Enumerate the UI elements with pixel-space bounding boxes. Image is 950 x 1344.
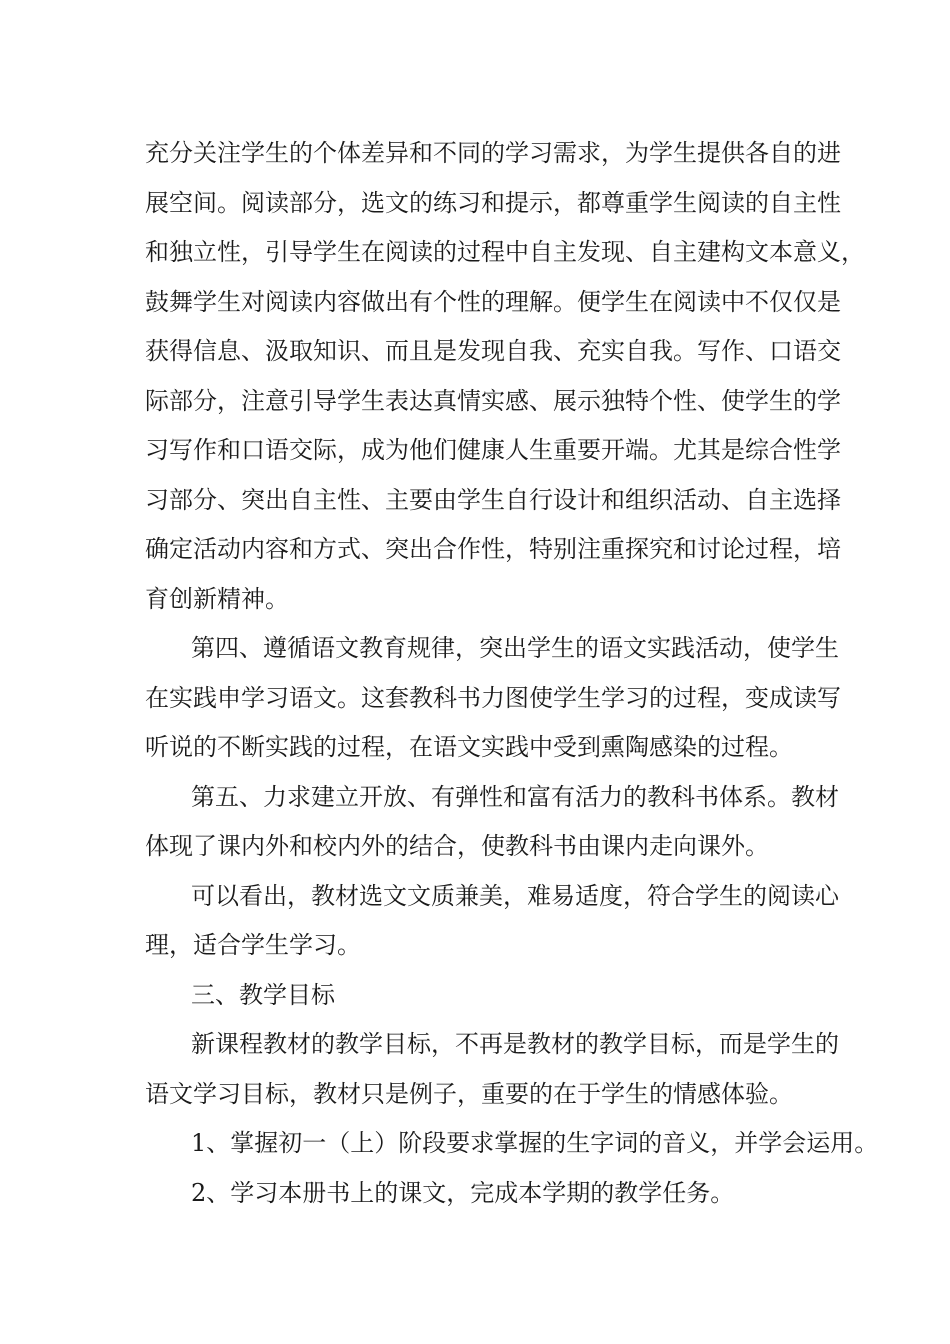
paragraph-start-line: 新课程教材的教学目标，不再是教材的教学目标，而是学生的 — [191, 1030, 839, 1058]
text-line: 听说的不断实践的过程，在语文实践中受到熏陶感染的过程。 — [145, 733, 793, 761]
text-line: 和独立性，引导学生在阅读的过程中自主发现、自主建构文本意义， — [145, 238, 865, 266]
text-line: 充分关注学生的个体差异和不同的学习需求，为学生提供各自的进 — [145, 139, 841, 167]
text-line: 体现了课内外和校内外的结合，使教科书由课内走向课外。 — [145, 832, 769, 860]
text-line: 习写作和口语交际，成为他们健康人生重要开端。尤其是综合性学 — [145, 436, 841, 464]
text-line: 确定活动内容和方式、突出合作性，特别注重探究和讨论过程，培 — [145, 535, 841, 563]
text-line: 理，适合学生学习。 — [145, 931, 361, 959]
text-line: 获得信息、汲取知识、而且是发现自我、充实自我。写作、口语交 — [145, 337, 841, 365]
section-heading: 三、教学目标 — [191, 980, 335, 1009]
text-line: 鼓舞学生对阅读内容做出有个性的理解。便学生在阅读中不仅仅是 — [145, 287, 841, 316]
text-line: 展空间。阅读部分，选文的练习和提示，都尊重学生阅读的自主性 — [145, 188, 841, 217]
list-item: 2、学习本册书上的课文，完成本学期的教学任务。 — [191, 1178, 735, 1207]
paragraph-start-line: 第五、力求建立开放、有弹性和富有活力的教科书体系。教材 — [191, 782, 839, 811]
text-line: 语文学习目标，教材只是例子，重要的在于学生的情感体验。 — [145, 1079, 793, 1108]
text-line: 育创新精神。 — [145, 584, 289, 613]
paragraph-start-line: 可以看出，教材选文文质兼美，难易适度，符合学生的阅读心 — [191, 881, 839, 910]
text-line: 际部分，注意引导学生表达真情实感、展示独特个性、使学生的学 — [145, 386, 841, 415]
text-line: 在实践申学习语文。这套教科书力图使学生学习的过程，变成读写 — [145, 683, 841, 712]
list-item: 1、掌握初一（上）阶段要求掌握的生字词的音义，并学会运用。 — [191, 1129, 879, 1157]
text-line: 习部分、突出自主性、主要由学生自行设计和组织活动、自主选择 — [145, 485, 841, 514]
body-text — [145, 133, 879, 1222]
paragraph-start-line: 第四、遵循语文教育规律，突出学生的语文实践活动，使学生 — [191, 634, 839, 662]
